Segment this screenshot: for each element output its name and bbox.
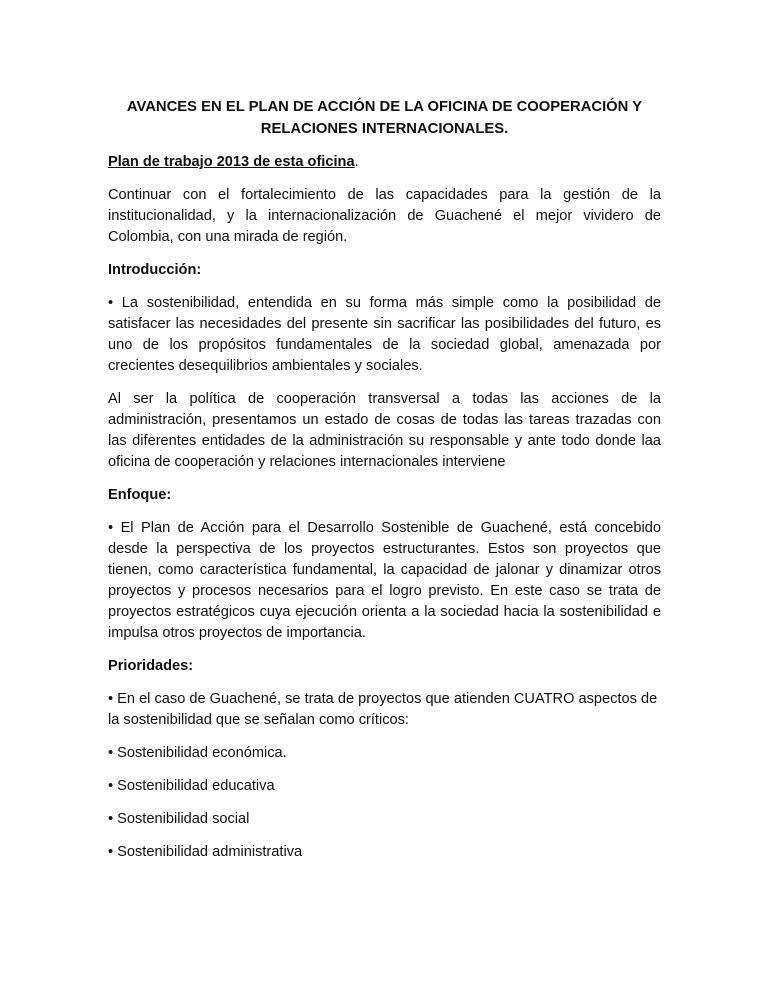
plan-heading-text: Plan de trabajo 2013 de esta oficina bbox=[108, 154, 355, 170]
focus-heading: Enfoque: bbox=[108, 487, 172, 503]
focus-bullet: • El Plan de Acción para el Desarrollo Sostenible de Guachené, está concebido desde la perspectiva de los proyectos estructurantes. Estos son proyectos que tienen, como característica fundamental, la capacidad de jalonar y dinamizar otros proyectos y procesos necesarios para el logro previsto. En este caso se trata de proyectos estratégicos cuya ejecución orienta a la sociedad hacia la sostenibilidad e impulsa otros proyectos de importancia. bbox=[108, 520, 661, 641]
priority-item: • Sostenibilidad social bbox=[108, 811, 250, 827]
plan-heading bbox=[108, 152, 661, 173]
intro-heading: Introducción: bbox=[108, 262, 202, 278]
plan-heading-suffix: . bbox=[354, 154, 359, 170]
priority-item: • Sostenibilidad económica. bbox=[108, 745, 287, 761]
intro-paragraph: Al ser la política de cooperación transversal a todas las acciones de la administración, presentamos un estado de cosas de todas las tareas trazadas con las diferentes entidades de la administración su responsable y ante todo donde laa oficina de cooperación y relaciones internacionales interviene bbox=[108, 391, 661, 470]
priorities-bullet: • En el caso de Guachené, se trata de proyectos que atienden CUATRO aspectos de la sostenibilidad que se señalan como críticos: bbox=[108, 691, 658, 728]
document-page bbox=[108, 96, 661, 875]
document-title: AVANCES EN EL PLAN DE ACCIÓN DE LA OFICINA DE COOPERACIÓN Y RELACIONES INTERNACIONALES. bbox=[126, 99, 643, 137]
intro-bullet: • La sostenibilidad, entendida en su forma más simple como la posibilidad de satisfacer las necesidades del presente sin sacrificar las posibilidades del futuro, es uno de los propósitos fundamentales de la sociedad global, amenazada por crecientes desequilibrios ambientales y sociales. bbox=[108, 295, 661, 374]
priority-item: • Sostenibilidad educativa bbox=[108, 778, 275, 794]
priority-item: • Sostenibilidad administrativa bbox=[108, 844, 303, 860]
priorities-heading: Prioridades: bbox=[108, 658, 194, 674]
plan-text: Continuar con el fortalecimiento de las capacidades para la gestión de la institucionalidad, y la internacionalización de Guachené el mejor vividero de Colombia, con una mirada de región. bbox=[108, 187, 661, 245]
